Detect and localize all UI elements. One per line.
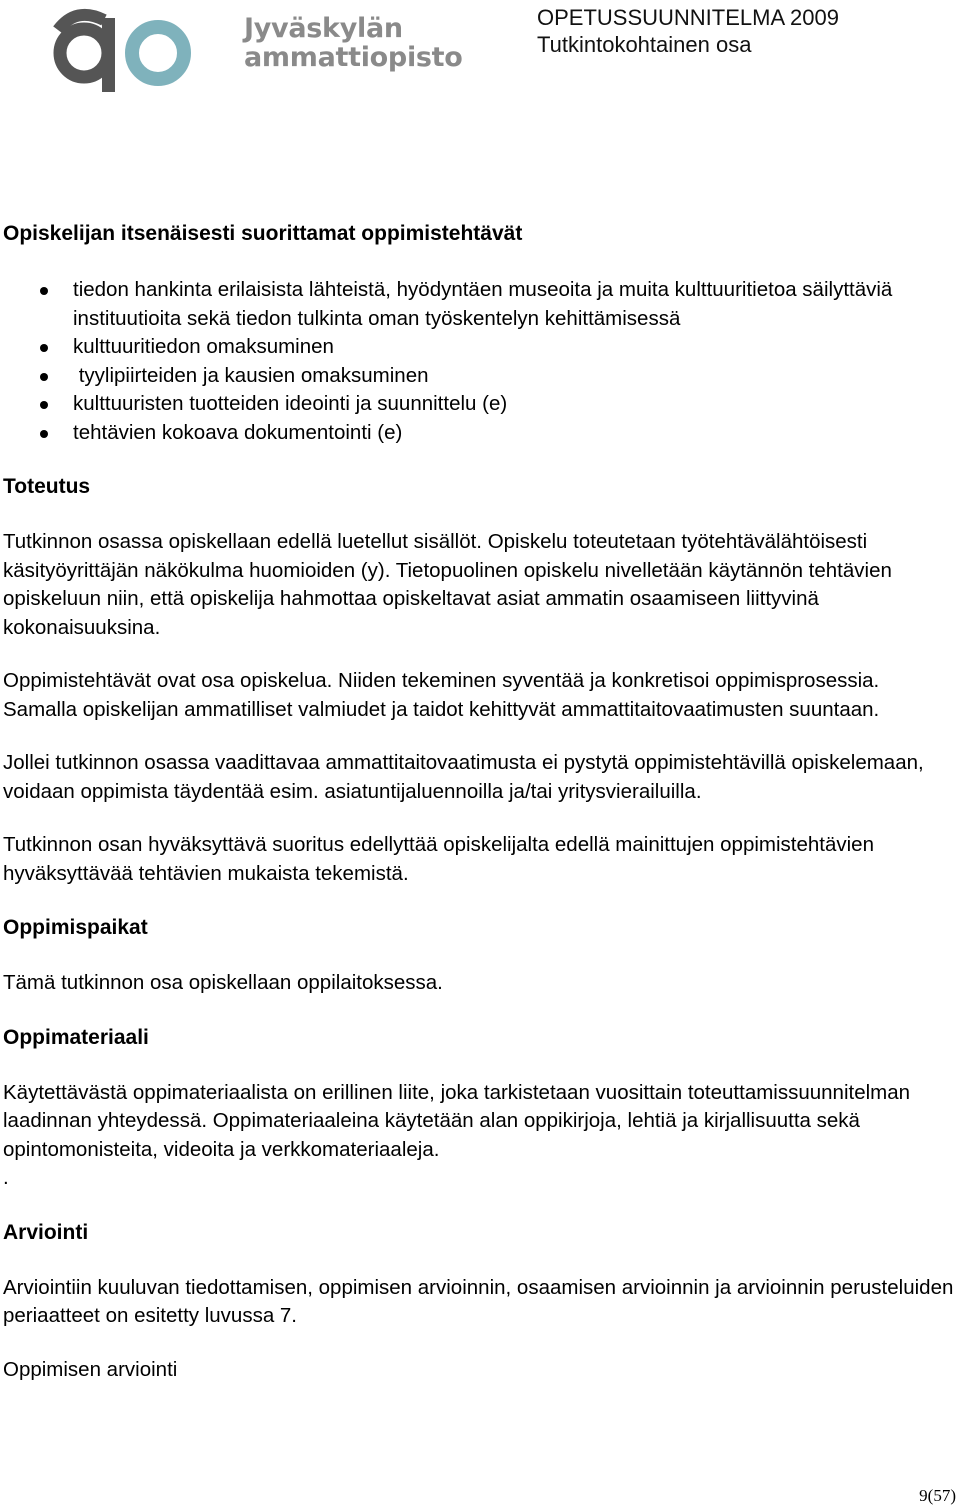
list-item: kulttuuristen tuotteiden ideointi ja suunnittelu (e)	[3, 390, 958, 419]
list-item: kulttuuritiedon omaksuminen	[3, 333, 958, 362]
arviointi-heading: Arviointi	[3, 1220, 89, 1244]
logo-wordmark	[244, 14, 463, 72]
logo-line-2: ammattiopisto	[244, 42, 463, 73]
toteutus-paragraph-2: Oppimistehtävät ovat osa opiskelua. Niiden tekeminen syventää ja konkretisoi oppimisprosessia. Samalla opiskelijan ammatilliset valmiudet ja taidot kehittyvät ammattitaitovaatimusten suuntaan.	[3, 669, 880, 721]
toteutus-paragraph-4: Tutkinnon osan hyväksyttävä suoritus edellyttää opiskelijalta edellä mainittujen oppimistehtävien hyväksyttävää tehtävien mukaista tekemistä.	[3, 833, 874, 885]
toteutus-heading: Toteutus	[3, 475, 91, 498]
institution-logo	[48, 0, 463, 100]
page-number: 9(57)	[919, 1486, 956, 1505]
oppimispaikat-paragraph: Tämä tutkinnon osa opiskellaan oppilaitoksessa.	[3, 971, 443, 994]
oppimateriaali-paragraph: Käytettävästä oppimateriaalista on erillinen liite, joka tarkistetaan vuosittain toteuttamissuunnitelman laadinnan yhteydessä. Oppimateriaaleina käytetään alan oppikirjoja, lehtiä ja kirjallisuutta sekä opintomonisteita, videoita ja verkkomateriaaleja.	[3, 1080, 911, 1161]
document-title: OPETUSSUUNNITELMA 2009	[537, 5, 839, 30]
list-item: tyylipiirteiden ja kausien omaksuminen	[3, 362, 958, 391]
oppimateriaali-heading: Oppimateriaali	[3, 1025, 149, 1049]
toteutus-paragraph-1: Tutkinnon osassa opiskellaan edellä luetellut sisällöt. Opiskelu toteutetaan työtehtävälähtöisesti käsityöyrittäjän näkökulma huomioiden (y). Tietopuolinen opiskelu nivelletään käytännön tehtävien opiskeluun niin, että opiskelija hahmottaa opiskeltavat asiat ammatin osaamiseen liittyvinä kokonaisuuksina.	[3, 530, 892, 639]
oppimisen-arviointi-label: Oppimisen arviointi	[3, 1357, 178, 1381]
oppimateriaali-dot: .	[3, 1166, 9, 1189]
ao-logo-mark	[48, 0, 198, 100]
document-meta	[537, 4, 839, 58]
oppimispaikat-heading: Oppimispaikat	[3, 916, 148, 939]
document-subtitle: Tutkintokohtainen osa	[537, 32, 752, 57]
tasks-list	[3, 276, 958, 447]
page-header	[0, 0, 960, 110]
page-content	[3, 220, 958, 1384]
logo-line-1: Jyväskylän	[244, 13, 403, 44]
list-item: tiedon hankinta erilaisista lähteistä, hyödyntäen museoita ja muita kulttuuritietoa säilyttäviä instituutioita sekä tiedon tulkinta oman työskentelyn kehittämisessä	[3, 276, 958, 333]
list-item: tehtävien kokoava dokumentointi (e)	[3, 419, 958, 448]
arviointi-paragraph: Arviointiin kuuluvan tiedottamisen, oppimisen arvioinnin, osaamisen arvioinnin ja arvioinnin perusteluiden periaatteet on esitetty luvussa 7.	[3, 1275, 954, 1327]
tasks-heading: Opiskelijan itsenäisesti suorittamat oppimistehtävät	[3, 222, 523, 245]
toteutus-paragraph-3: Jollei tutkinnon osassa vaadittavaa ammattitaitovaatimusta ei pystytä oppimistehtävillä opiskelemaan, voidaan oppimista täydentää esim. asiatuntijaluennoilla ja/tai yritysvierailuilla.	[3, 751, 924, 803]
